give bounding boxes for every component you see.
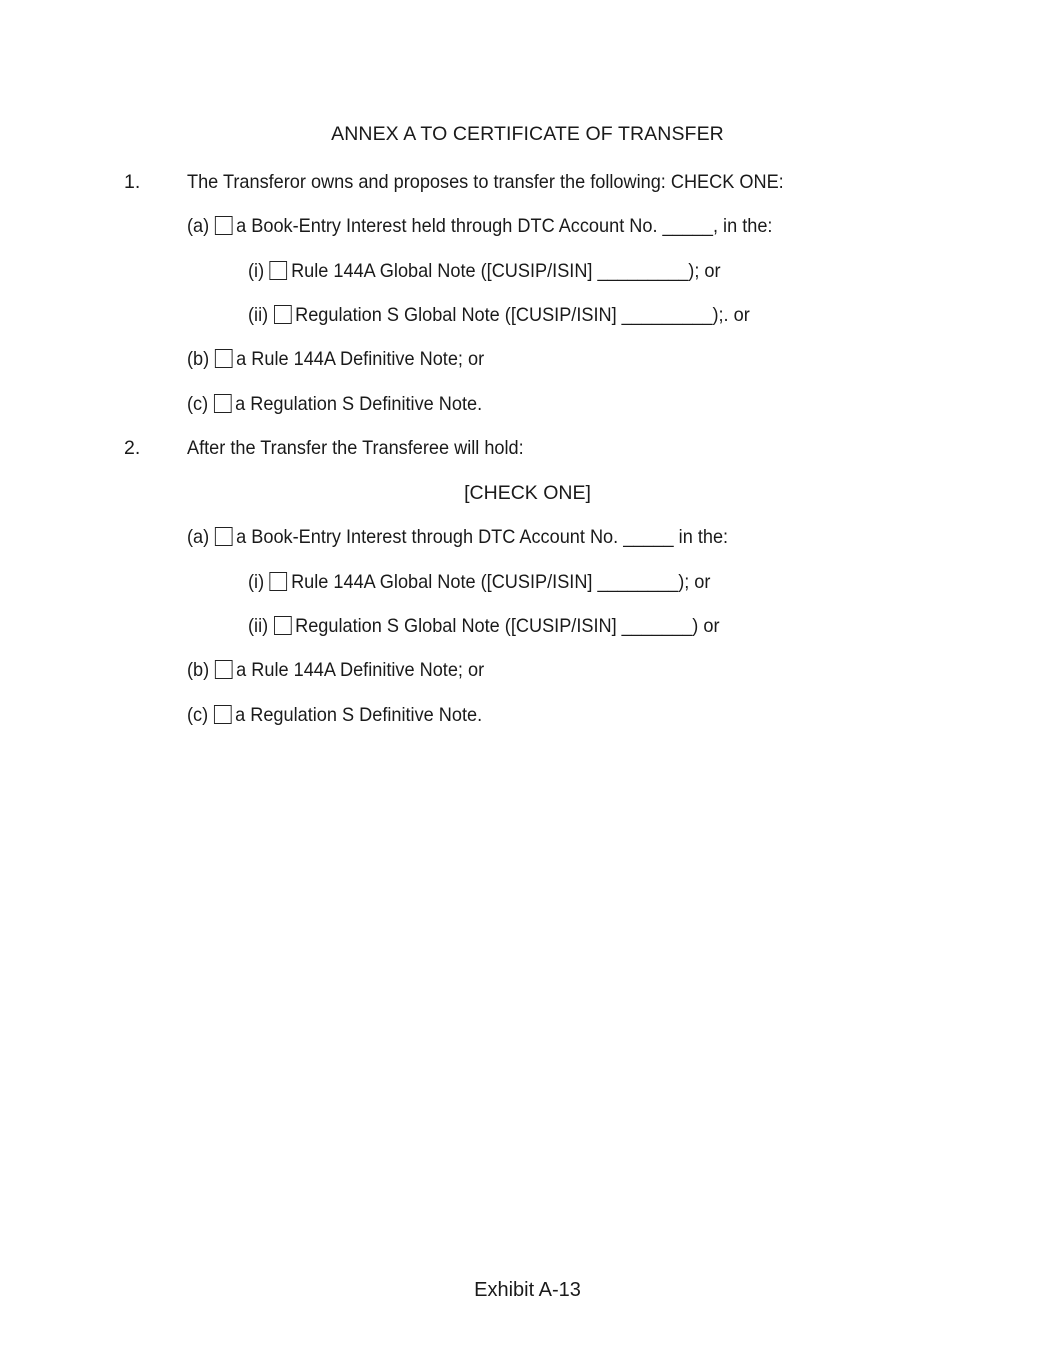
- s2-option-a-ii: [248, 614, 719, 638]
- s1-option-a-label: (a): [187, 215, 210, 237]
- s2-option-a-checkbox[interactable]: [215, 527, 233, 546]
- s1-option-c-checkbox[interactable]: [214, 394, 232, 413]
- s2-option-a-i-label: (i): [248, 571, 265, 593]
- s1-option-a-ii-text: Regulation S Global Note ([CUSIP/ISIN] _________);. or: [295, 304, 750, 326]
- s1-option-b: [187, 347, 484, 371]
- s2-option-c-text: a Regulation S Definitive Note.: [235, 704, 483, 726]
- s1-option-b-label: (b): [187, 348, 210, 370]
- s2-option-a-i-checkbox[interactable]: [270, 572, 288, 591]
- s1-option-a-checkbox[interactable]: [215, 216, 233, 235]
- s2-option-b-label: (b): [187, 659, 210, 681]
- s1-option-c-label: (c): [187, 393, 209, 415]
- check-one-heading: [CHECK ONE]: [464, 482, 591, 504]
- s2-option-a-i-text: Rule 144A Global Note ([CUSIP/ISIN] ________); or: [291, 571, 711, 593]
- s2-option-a: [187, 525, 728, 549]
- section-2-number: 2.: [124, 437, 141, 459]
- page-footer: Exhibit A-13: [474, 1279, 581, 1301]
- s2-option-a-text: a Book-Entry Interest through DTC Account No. _____ in the:: [236, 526, 729, 548]
- s2-option-a-label: (a): [187, 526, 210, 548]
- s1-option-c: [187, 392, 482, 416]
- s1-option-a-i-text: Rule 144A Global Note ([CUSIP/ISIN] _________); or: [291, 260, 721, 282]
- page-title: ANNEX A TO CERTIFICATE OF TRANSFER: [331, 123, 724, 145]
- s1-option-a-i-label: (i): [248, 260, 265, 282]
- s2-option-a-ii-checkbox[interactable]: [274, 616, 292, 635]
- s2-option-c-label: (c): [187, 704, 209, 726]
- s2-option-c: [187, 703, 482, 727]
- s1-option-b-checkbox[interactable]: [215, 349, 233, 368]
- s2-option-b-checkbox[interactable]: [215, 660, 233, 679]
- s1-option-a: [187, 214, 772, 238]
- s1-option-a-text: a Book-Entry Interest held through DTC Account No. _____, in the:: [236, 215, 773, 237]
- section-1-number: 1.: [124, 171, 141, 193]
- section-1-text: The Transferor owns and proposes to transfer the following: CHECK ONE:: [187, 171, 784, 193]
- s2-option-c-checkbox[interactable]: [214, 705, 232, 724]
- s2-option-a-i: [248, 570, 710, 594]
- s2-option-a-ii-text: Regulation S Global Note ([CUSIP/ISIN] _______) or: [295, 615, 720, 637]
- s2-option-b-text: a Rule 144A Definitive Note; or: [236, 659, 485, 681]
- s1-option-a-ii-checkbox[interactable]: [274, 305, 292, 324]
- s1-option-a-ii-label: (ii): [248, 304, 269, 326]
- s2-option-b: [187, 658, 484, 682]
- s1-option-a-i-checkbox[interactable]: [270, 261, 288, 280]
- s1-option-a-ii: [248, 303, 750, 327]
- s1-option-c-text: a Regulation S Definitive Note.: [235, 393, 483, 415]
- s1-option-a-i: [248, 259, 721, 283]
- s2-option-a-ii-label: (ii): [248, 615, 269, 637]
- section-2-text: After the Transfer the Transferee will hold:: [187, 437, 524, 459]
- s1-option-b-text: a Rule 144A Definitive Note; or: [236, 348, 485, 370]
